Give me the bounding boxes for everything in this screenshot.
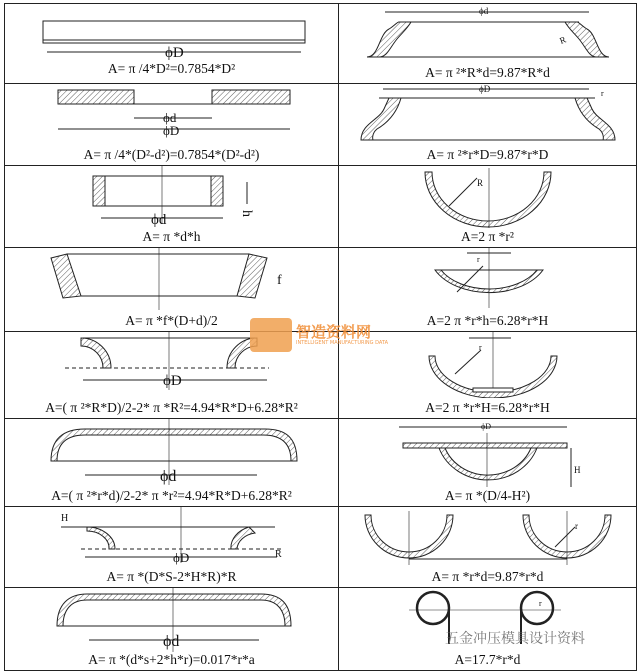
account-watermark: 五金冲压模具设计资料 (445, 631, 585, 647)
dimension-label: ϕD (165, 45, 184, 61)
cell-hemisphere (339, 166, 637, 247)
hat-shape-drawing (5, 419, 339, 487)
dimension-label: r (575, 521, 578, 531)
dimension-label: f (277, 273, 282, 288)
cell-flat-disc (5, 4, 339, 83)
cylinder-drawing (5, 166, 339, 228)
table-row (5, 507, 637, 588)
formula: A=2 π *r² (461, 229, 514, 244)
table-row (5, 84, 637, 166)
dimension-label: r (539, 599, 542, 608)
partial-torus-drawing (5, 507, 339, 567)
formula: A= π /4*(D²-d²)=0.7854*(D²-d²) (83, 147, 260, 162)
formula: A=2 π *r*H=6.28*r*H (425, 400, 550, 415)
flanged-bowl-drawing (339, 419, 637, 487)
formula: A=( π ²*r*d)/2-2* π *r²=4.94*R*D+6.28*R² (51, 488, 292, 503)
dimension-label: R (477, 178, 484, 188)
table-row (5, 166, 637, 248)
formula: A= π /4*D²=0.7854*D² (107, 61, 236, 76)
dimension-label: R (558, 34, 568, 46)
dimension-label: ϕD (163, 373, 182, 389)
dimension-label: ϕd (163, 633, 180, 650)
cell-double-bowl (339, 507, 637, 587)
formula: A= π *(D/4-H²) (444, 488, 531, 503)
formula: A= π *(d*s+2*h*r)=0.017*r*a (88, 652, 255, 667)
curved-flange-drawing (339, 84, 637, 146)
formula: A= π *r*d=9.87*r*d (431, 569, 544, 584)
watermark-site-subtitle: INTELLIGENT MANUFACTURING DATA (296, 340, 389, 346)
curved-ring-drawing (339, 4, 637, 64)
dimension-label: h (239, 210, 254, 217)
formula: A=2 π *r*h=6.28*r*H (426, 313, 549, 328)
table-row (5, 4, 637, 84)
site-watermark (250, 318, 388, 352)
double-bowl-drawing (339, 507, 637, 567)
formula: A=17.7*r*d (454, 652, 521, 667)
formula: A= π *d*h (142, 229, 201, 244)
cone-frustum-drawing (5, 248, 339, 312)
dimension-label: ϕd (163, 110, 177, 125)
dimension-label: ϕd (160, 468, 177, 485)
hemisphere-drawing (339, 166, 637, 228)
dome-ring-drawing (5, 588, 339, 652)
cell-cylinder (5, 166, 339, 247)
dimension-label: H (574, 465, 581, 475)
table-row (5, 419, 637, 507)
flat-disc-drawing (5, 4, 339, 64)
dimension-label: ϕd (151, 212, 167, 228)
dimension-label: ϕD (163, 123, 180, 138)
dimension-label: ϕD (479, 84, 491, 94)
cell-dome-ring (5, 588, 339, 670)
cell-annular-disc (5, 84, 339, 165)
formula: A=( π ²*R*D)/2-2* π *R²=4.94*R*D+6.28*R² (45, 400, 298, 415)
dimension-label: ϕd (479, 6, 489, 16)
site-logo-icon (250, 318, 292, 352)
formula: A= π ²*R*d=9.87*R*d (425, 65, 550, 80)
formula: A= π *(D*S-2*H*R)*R (106, 569, 237, 584)
dimension-label: r (479, 343, 482, 352)
formula: A= π ²*r*D=9.87*r*D (426, 147, 549, 162)
cell-hat-shape (5, 419, 339, 506)
watermark-site-name: 智造资料网 (296, 323, 372, 341)
dimension-label: r (477, 255, 480, 264)
formula: A= π *f*(D+d)/2 (125, 313, 218, 328)
dimension-label: ϕD (173, 550, 190, 565)
dimension-label: R (275, 549, 282, 560)
annular-disc-drawing (5, 84, 339, 146)
cell-partial-torus (5, 507, 339, 587)
dimension-label: r (601, 89, 604, 98)
cell-flanged-bowl (339, 419, 637, 506)
spherical-cap-drawing (339, 248, 637, 312)
cell-curved-flange (339, 84, 637, 165)
dimension-label: H (61, 513, 69, 524)
cell-curved-ring (339, 4, 637, 83)
dimension-label: ϕD (481, 422, 491, 431)
